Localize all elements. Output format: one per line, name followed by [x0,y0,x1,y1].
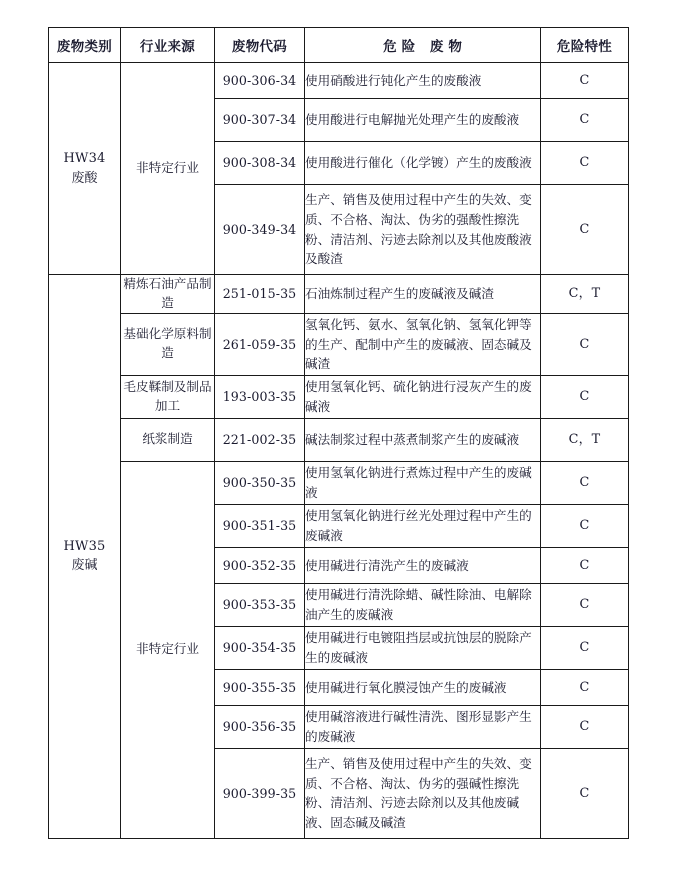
table-row [49,375,629,418]
waste-description-cell: 生产、销售及使用过程中产生的失效、变质、不合格、淘汰、伪劣的强碱性擦洗粉、清洁剂、污迹去除剂以及其他废碱液、固态碱及碱渣 [305,748,541,838]
hazard-property-cell: C [541,375,629,418]
waste-code-cell: 900-306-34 [215,63,305,99]
hazard-property-cell: C [541,63,629,99]
header-row [49,28,629,63]
waste-category-name: 废酸 [71,170,98,186]
hazard-property-cell: C [541,583,629,626]
hazard-property-cell: C [541,705,629,748]
waste-code-cell: 900-349-34 [215,185,305,275]
waste-description-cell: 碱法制浆过程中蒸煮制浆产生的废碱液 [305,418,541,461]
waste-category-name: 废碱 [71,558,98,574]
hazard-property-cell: C [541,185,629,275]
column-header-industry: 行业来源 [121,28,215,63]
industry-source-cell: 纸浆制造 [121,418,215,461]
hazard-property-cell: C [541,547,629,583]
hazard-property-cell: C [541,504,629,547]
table-header [49,28,629,63]
hazard-property-cell: C [541,313,629,375]
waste-description-cell: 石油炼制过程产生的废碱液及碱渣 [305,275,541,314]
column-header-code: 废物代码 [215,28,305,63]
table-row [49,418,629,461]
waste-description-cell: 使用碱进行清洗产生的废碱液 [305,547,541,583]
waste-description-cell: 使用酸进行催化（化学镀）产生的废酸液 [305,142,541,185]
table-row [49,313,629,375]
column-header-hazard: 危险特性 [541,28,629,63]
waste-category-hw35 [49,275,121,839]
waste-code-cell: 251-015-35 [215,275,305,314]
hazard-property-cell: C [541,626,629,669]
waste-description-cell: 使用碱进行电镀阻挡层或抗蚀层的脱除产生的废碱液 [305,626,541,669]
waste-code-cell: 900-351-35 [215,504,305,547]
hazardous-waste-table [48,27,629,839]
hazard-property-cell: C，T [541,418,629,461]
industry-source-cell: 非特定行业 [121,461,215,838]
hazard-property-cell: C [541,142,629,185]
waste-description-cell: 使用碱溶液进行碱性清洗、图形显影产生的废碱液 [305,705,541,748]
hazard-property-cell: C [541,99,629,142]
column-header-waste: 危险 废物 [305,28,541,63]
waste-code-cell: 221-002-35 [215,418,305,461]
waste-category-hw34 [49,63,121,275]
table-row [49,63,629,99]
waste-description-cell: 使用碱进行清洗除蜡、碱性除油、电解除油产生的废碱液 [305,583,541,626]
table-row [49,275,629,314]
waste-description-cell: 使用碱进行氧化膜浸蚀产生的废碱液 [305,669,541,705]
hazard-property-cell: C [541,461,629,504]
waste-description-cell: 使用氢氧化钙、硫化钠进行浸灰产生的废碱液 [305,375,541,418]
waste-code-cell: 900-356-35 [215,705,305,748]
hazard-property-cell: C，T [541,275,629,314]
column-header-category: 废物类别 [49,28,121,63]
waste-description-cell: 使用氢氧化钠进行丝光处理过程中产生的废碱液 [305,504,541,547]
waste-code-cell: 900-350-35 [215,461,305,504]
waste-category-code: HW34 [63,151,106,166]
waste-code-cell: 900-399-35 [215,748,305,838]
waste-code-cell: 900-352-35 [215,547,305,583]
waste-code-cell: 900-355-35 [215,669,305,705]
industry-source-cell: 非特定行业 [121,63,215,275]
waste-description-cell: 生产、销售及使用过程中产生的失效、变质、不合格、淘汰、伪劣的强酸性擦洗粉、清洁剂、污迹去除剂以及其他废酸液及酸渣 [305,185,541,275]
hazard-property-cell: C [541,748,629,838]
waste-code-cell: 261-059-35 [215,313,305,375]
waste-category-code: HW35 [63,538,106,554]
table-row [49,461,629,504]
waste-description-cell: 使用硝酸进行钝化产生的废酸液 [305,63,541,99]
industry-source-cell: 基础化学原料制造 [121,313,215,375]
table-body [49,63,629,839]
waste-code-cell: 900-307-34 [215,99,305,142]
waste-code-cell: 193-003-35 [215,375,305,418]
waste-code-cell: 900-353-35 [215,583,305,626]
waste-description-cell: 使用酸进行电解抛光处理产生的废酸液 [305,99,541,142]
industry-source-cell: 精炼石油产品制造 [121,275,215,314]
waste-description-cell: 氢氧化钙、氨水、氢氧化钠、氢氧化钾等的生产、配制中产生的废碱液、固态碱及碱渣 [305,313,541,375]
waste-description-cell: 使用氢氧化钠进行煮炼过程中产生的废碱液 [305,461,541,504]
waste-code-cell: 900-308-34 [215,142,305,185]
waste-code-cell: 900-354-35 [215,626,305,669]
hazard-property-cell: C [541,669,629,705]
industry-source-cell: 毛皮鞣制及制品加工 [121,375,215,418]
